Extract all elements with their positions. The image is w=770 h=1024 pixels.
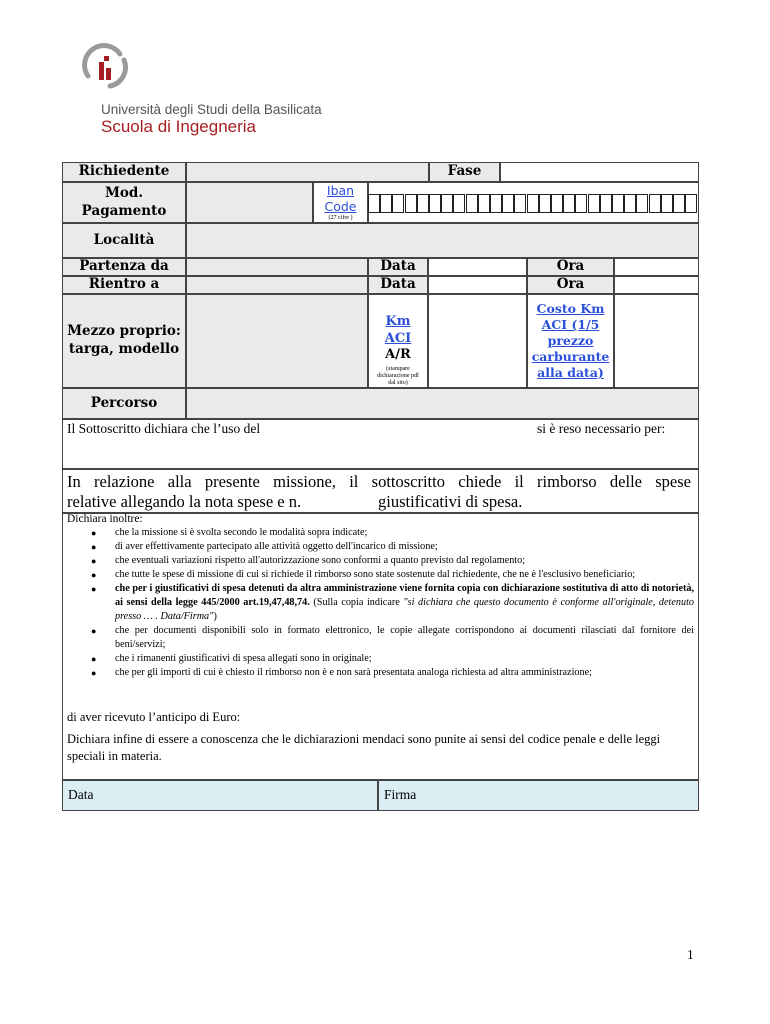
university-logo-icon [80, 42, 130, 92]
percorso-label: Percorso [62, 388, 186, 419]
relazione-line2b: giustificativi di spesa. [378, 492, 523, 511]
rientro-ora-label: Ora [527, 276, 614, 294]
list-item: ● che per gli importi di cui è chiesto il rimborso non è e non sarà presentata analoga richiesta ad altra amministrazione; [91, 667, 592, 678]
bullet-icon: ● [91, 528, 97, 538]
data-label: Data [68, 787, 94, 802]
iban-digit-box[interactable] [392, 194, 404, 213]
school-name: Scuola di Ingegneria [101, 117, 257, 136]
sottoscritto-text: Il Sottoscritto dichiara che l’uso del [67, 421, 261, 436]
iban-digit-box[interactable] [453, 194, 465, 213]
anticipo-text: di aver ricevuto l’anticipo di Euro: [67, 710, 241, 724]
dichiara-inoltre: Dichiara inoltre: [67, 513, 143, 525]
iban-digit-box[interactable] [405, 194, 417, 213]
firma-label: Firma [384, 787, 417, 802]
mod-pagamento-field[interactable] [186, 182, 313, 223]
iban-digit-box[interactable] [478, 194, 490, 213]
iban-digit-box[interactable] [551, 194, 563, 213]
iban-digit-box[interactable] [649, 194, 661, 213]
localita-field[interactable] [186, 223, 699, 258]
partenza-data-field[interactable] [428, 258, 527, 276]
list-item: ● di aver effettivamente partecipato alle attività oggetto dell'incarico di missione; [91, 541, 438, 552]
km-aci-field[interactable] [428, 294, 527, 388]
dichiara-infine-text: Dichiara infine di essere a conoscenza che le dichiarazioni mendaci sono punite ai sensi del codice penale e delle leggi speciali in materia. [67, 732, 661, 763]
iban-digit-box[interactable] [380, 194, 392, 213]
rientro-field[interactable] [186, 276, 368, 294]
bullet-icon: ● [91, 570, 97, 580]
fase-field[interactable] [500, 162, 699, 182]
bullet-icon: ● [91, 654, 97, 664]
localita-label: Località [62, 223, 186, 258]
iban-label-cell [313, 182, 368, 223]
mezzo-proprio-label: Mezzo proprio: targa, modello [62, 294, 186, 388]
relazione-line2a: relative allegando la nota spese e n. [67, 492, 302, 511]
stampare-note: (stampare dichiarazione pdf dal sito) [377, 365, 419, 386]
firma-field[interactable] [378, 780, 699, 811]
fase-label: Fase [429, 162, 500, 182]
iban-digit-box[interactable] [588, 194, 600, 213]
iban-digit-box[interactable] [600, 194, 612, 213]
declaration-list [62, 526, 694, 680]
partenza-ora-label: Ora [527, 258, 614, 276]
partenza-data-label: Data [368, 258, 428, 276]
ar-label: A/R [385, 347, 411, 362]
iban-digit-box[interactable] [575, 194, 587, 213]
bullet-icon: ● [91, 542, 97, 552]
iban-digit-box[interactable] [368, 194, 380, 213]
list-item: ● che per documenti disponibili solo in formato elettronico, le copie allegate corrispondono ai documenti rilasciati dal fornitore dei beni/servizi; [91, 625, 694, 650]
km-aci-cell [368, 294, 428, 388]
iban-digit-box[interactable] [661, 194, 673, 213]
iban-digit-box[interactable] [514, 194, 526, 213]
iban-digit-box[interactable] [441, 194, 453, 213]
necessario-text: si è reso necessario per: [537, 421, 666, 436]
iban-digit-box[interactable] [429, 194, 441, 213]
costo-km-cell [527, 294, 614, 388]
page-number: 1 [687, 947, 694, 962]
list-item: ● che tutte le spese di missione di cui si richiede il rimborso sono state sostenute dal richiedente, che ne è l'esclusivo beneficiario; [91, 569, 636, 580]
iban-digit-box[interactable] [685, 194, 697, 213]
iban-note: (27 cifre ) [328, 215, 353, 221]
iban-digit-box[interactable] [502, 194, 514, 213]
relazione-line1: In relazione alla presente missione, il sottoscritto chiede il rimborso delle spese [67, 472, 691, 491]
iban-code-link[interactable]: Iban Code [324, 183, 357, 214]
iban-digit-box[interactable] [417, 194, 429, 213]
list-item: ● che eventuali variazioni rispetto all'autorizzazione sono conformi a quanto previsto dal regolamento; [91, 555, 526, 566]
richiedente-label: Richiedente [62, 162, 186, 182]
costo-km-link[interactable]: Costo Km ACI (1/5 prezzo carburante alla data) [531, 301, 610, 380]
list-item: ● che i rimanenti giustificativi di spesa allegati sono in originale; [91, 653, 372, 664]
mod-pagamento-label: Mod. Pagamento [62, 182, 186, 223]
list-item: ● che per i giustificativi di spesa detenuti da altra amministrazione viene fornita copia con dichiarazione sostitutiva di atto di notorietà, ai sensi della legge 445/2000 art.19,47,48,74. (Sulla copia indicare "si dichiara che questo documento è conforme all'originale, detenuto presso … . Data/Firma") [91, 583, 695, 622]
iban-digit-box[interactable] [612, 194, 624, 213]
km-aci-link[interactable]: Km ACI [384, 314, 412, 346]
iban-digit-box[interactable] [490, 194, 502, 213]
partenza-ora-field[interactable] [614, 258, 699, 276]
bullet-icon: ● [91, 556, 97, 566]
bullet-icon: ● [91, 668, 97, 678]
mezzo-proprio-field[interactable] [186, 294, 368, 388]
rientro-ora-field[interactable] [614, 276, 699, 294]
iban-digit-box[interactable] [624, 194, 636, 213]
bullet-icon: ● [91, 584, 97, 594]
costo-km-field[interactable] [614, 294, 699, 388]
rientro-data-label: Data [368, 276, 428, 294]
iban-digit-box[interactable] [466, 194, 478, 213]
rientro-label: Rientro a [62, 276, 186, 294]
list-item: ● che la missione si è svolta secondo le modalità sopra indicate; [91, 527, 368, 538]
bullet-icon: ● [91, 626, 97, 636]
data-field[interactable] [62, 780, 378, 811]
iban-digit-box[interactable] [539, 194, 551, 213]
iban-digit-box[interactable] [673, 194, 685, 213]
iban-digit-box[interactable] [636, 194, 648, 213]
iban-digit-box[interactable] [563, 194, 575, 213]
percorso-field[interactable] [186, 388, 699, 419]
iban-digit-box[interactable] [527, 194, 539, 213]
partenza-label: Partenza da [62, 258, 186, 276]
university-name: Università degli Studi della Basilicata [101, 102, 322, 117]
partenza-field[interactable] [186, 258, 368, 276]
rientro-data-field[interactable] [428, 276, 527, 294]
richiedente-field[interactable] [186, 162, 429, 182]
